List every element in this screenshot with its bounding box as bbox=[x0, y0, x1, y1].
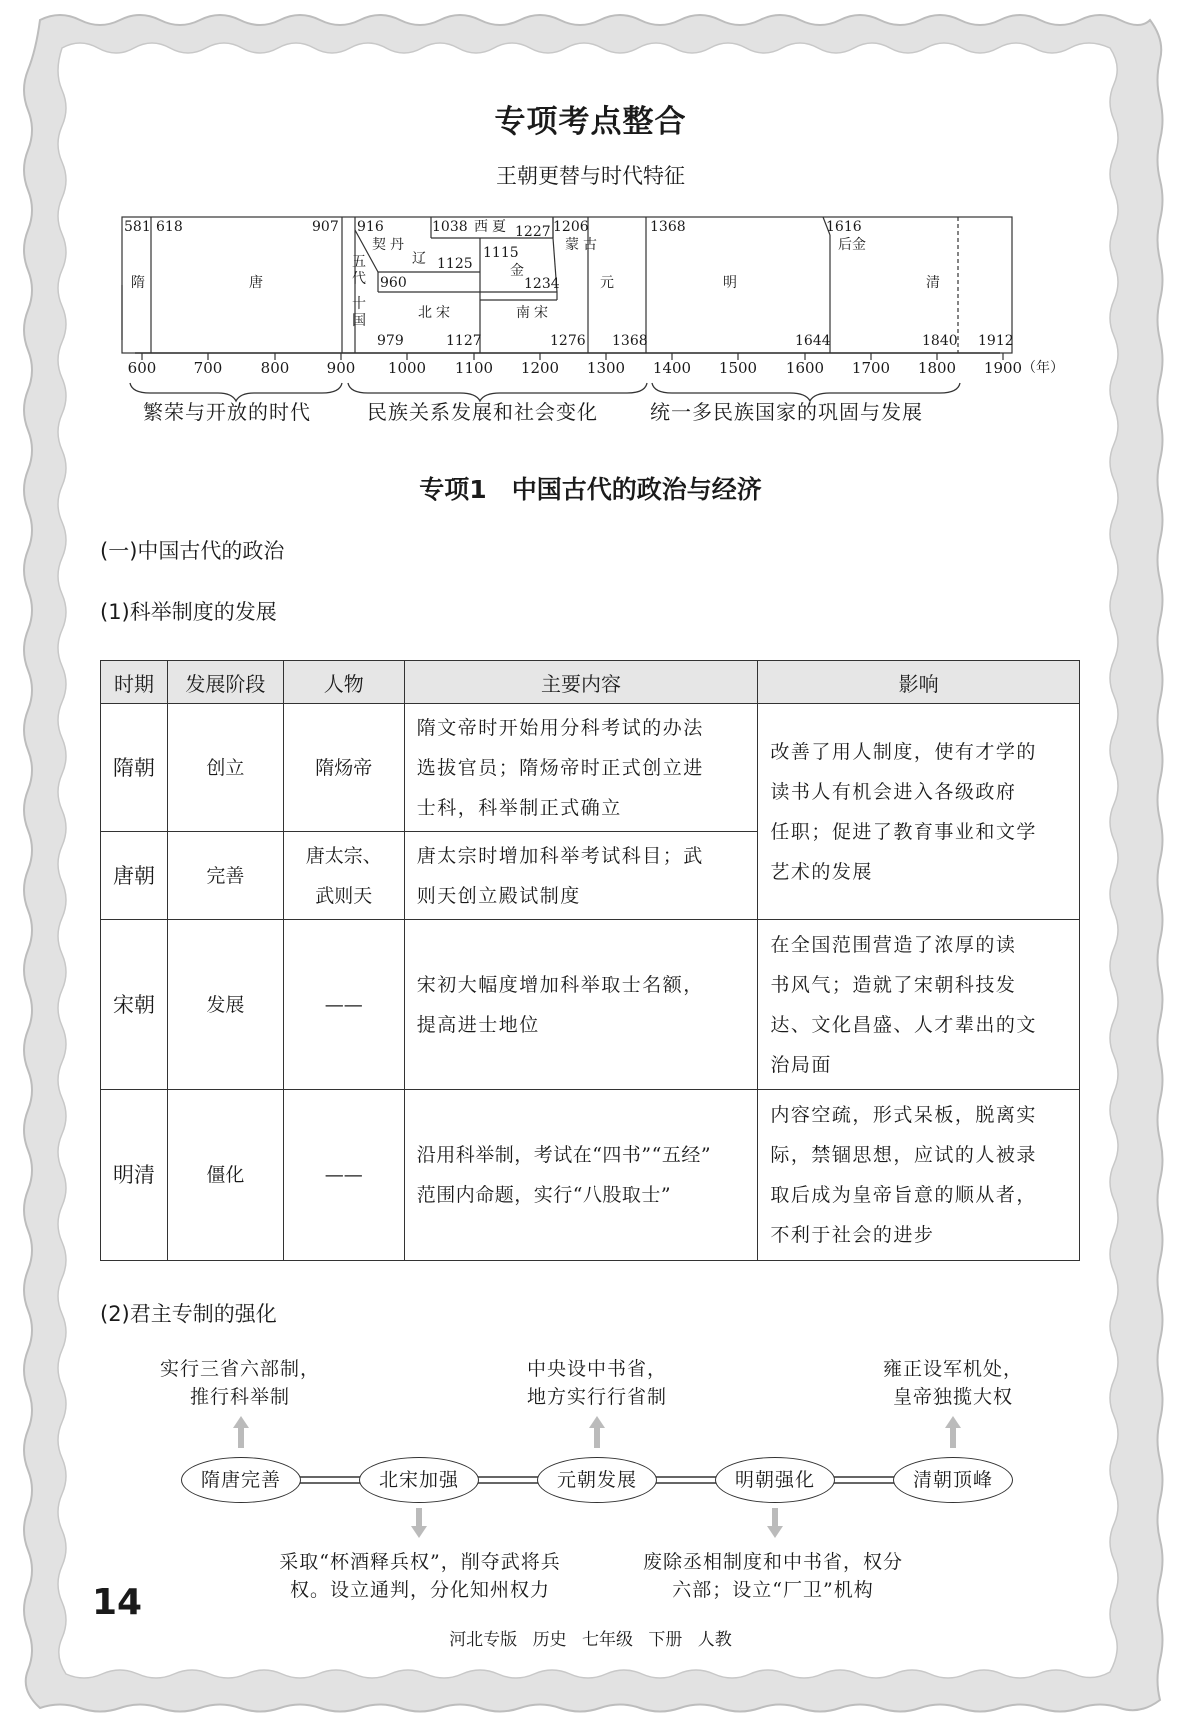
flow-node-yuan: 元朝发展 bbox=[537, 1457, 657, 1503]
timeline-title: 王朝更替与时代特征 bbox=[496, 164, 685, 188]
impact-line: 书风气；造就了宋朝科技发 bbox=[770, 973, 1017, 996]
flow-note-bottom bbox=[250, 1548, 590, 1604]
axis-unit: （年） bbox=[1022, 360, 1064, 376]
year-label: 1616 bbox=[826, 219, 862, 235]
content-line: 隋文帝时开始用分科考试的办法 bbox=[416, 716, 704, 739]
year-label: 1115 bbox=[483, 245, 519, 261]
year-label: 618 bbox=[156, 219, 183, 235]
page-number: 14 bbox=[92, 1582, 143, 1623]
topic-heading: (1)科举制度的发展 bbox=[100, 600, 277, 624]
dynasty-yuan: 元 bbox=[600, 275, 614, 291]
year-label: 1206 bbox=[553, 219, 589, 235]
flow-note-top bbox=[853, 1355, 1053, 1411]
impact-line: 内容空疏，形式呆板，脱离实 bbox=[770, 1104, 1037, 1126]
flow-node-qing: 清朝顶峰 bbox=[893, 1457, 1013, 1503]
content-line: 提高进士地位 bbox=[416, 1013, 540, 1036]
dynasty-shiguo: 十国 bbox=[352, 296, 366, 329]
axis-tick-label: 1100 bbox=[454, 359, 494, 377]
period-cell: 明清 bbox=[101, 1090, 168, 1261]
year-label: 1234 bbox=[524, 276, 560, 292]
period-cell: 宋朝 bbox=[101, 920, 168, 1090]
note-line: 权。设立通判，分化知州权力 bbox=[289, 1579, 550, 1601]
content-line: 选拔官员；隋炀帝时正式创立进 bbox=[416, 756, 704, 779]
table-row bbox=[101, 1090, 1080, 1261]
table-header-row bbox=[101, 661, 1080, 704]
impact-cell bbox=[758, 920, 1080, 1090]
stage-cell: 创立 bbox=[167, 704, 283, 832]
flow-note-top bbox=[140, 1355, 340, 1411]
note-line: 地方实行行省制 bbox=[526, 1386, 667, 1408]
table-row bbox=[101, 704, 1080, 832]
content-line: 范围内命题，实行“八股取士” bbox=[416, 1184, 672, 1206]
person-cell: 隋炀帝 bbox=[283, 704, 404, 832]
year-label: 916 bbox=[357, 219, 384, 235]
axis-tick-label: 1400 bbox=[652, 359, 692, 377]
era-label: 繁荣与开放的时代 bbox=[143, 400, 311, 424]
axis-tick-label: 1700 bbox=[851, 359, 891, 377]
person-cell: —— bbox=[283, 920, 404, 1090]
year-label: 581 bbox=[124, 219, 151, 235]
axis-tick-label: 900 bbox=[326, 359, 356, 377]
topic-heading: (2)君主专制的强化 bbox=[100, 1302, 277, 1326]
header-cell: 主要内容 bbox=[404, 661, 758, 704]
year-label: 1276 bbox=[550, 333, 586, 349]
header-cell: 影响 bbox=[758, 661, 1080, 704]
stage-cell: 完善 bbox=[167, 832, 283, 920]
year-label: 1912 bbox=[978, 333, 1014, 349]
axis-tick-label: 800 bbox=[260, 359, 290, 377]
page-footer: 河北专版 历史 七年级 下册 人教 bbox=[449, 1630, 732, 1650]
axis-tick-label: 1800 bbox=[917, 359, 957, 377]
note-line: 废除丞相制度和中书省，权分 bbox=[642, 1551, 903, 1573]
period-cell: 隋朝 bbox=[101, 704, 168, 832]
stage-cell: 僵化 bbox=[167, 1090, 283, 1261]
axis-tick-label: 1300 bbox=[586, 359, 626, 377]
note-line: 采取“杯酒释兵权”，削夺武将兵 bbox=[279, 1551, 561, 1573]
dynasty-qing: 清 bbox=[926, 275, 940, 291]
axis-tick-label: 1200 bbox=[520, 359, 560, 377]
year-label: 1125 bbox=[437, 256, 473, 272]
dynasty-liao: 辽 bbox=[412, 251, 426, 267]
year-label: 979 bbox=[377, 333, 404, 349]
year-label: 1368 bbox=[650, 219, 686, 235]
impact-line: 取后成为皇帝旨意的顺从者， bbox=[770, 1184, 1037, 1206]
section-title: 专项1 中国古代的政治与经济 bbox=[419, 475, 762, 504]
dynasty-beisong: 北宋 bbox=[418, 305, 454, 321]
content-cell bbox=[404, 704, 758, 832]
year-label: 960 bbox=[380, 275, 407, 291]
dynasty-xixia: 西夏 bbox=[474, 219, 510, 235]
impact-line: 际，禁锢思想，应试的人被录 bbox=[770, 1144, 1037, 1166]
dynasty-wudai: 五代 bbox=[352, 254, 366, 287]
dynasty-qidan: 契丹 bbox=[372, 237, 408, 253]
content-cell bbox=[404, 1090, 758, 1261]
impact-line: 改善了用人制度，使有才学的 bbox=[770, 740, 1037, 763]
content-cell bbox=[404, 920, 758, 1090]
dynasty-sui: 隋 bbox=[131, 275, 145, 291]
content-line: 士科，科举制正式确立 bbox=[416, 796, 622, 819]
impact-cell bbox=[758, 704, 1080, 920]
year-label: 1127 bbox=[446, 333, 482, 349]
person-cell: —— bbox=[283, 1090, 404, 1261]
content-cell bbox=[404, 832, 758, 920]
part-heading: (一)中国古代的政治 bbox=[100, 539, 285, 563]
content-line: 沿用科举制，考试在“四书”“五经” bbox=[416, 1144, 712, 1166]
note-line: 实行三省六部制， bbox=[159, 1358, 320, 1380]
year-label: 1840 bbox=[922, 333, 958, 349]
axis-tick-label: 1500 bbox=[718, 359, 758, 377]
content-line: 宋初大幅度增加科举取士名额， bbox=[416, 973, 704, 996]
impact-cell bbox=[758, 1090, 1080, 1261]
note-line: 六部；设立“厂卫”机构 bbox=[672, 1579, 874, 1601]
year-label: 1227 bbox=[515, 224, 551, 240]
note-line: 推行科举制 bbox=[189, 1386, 290, 1408]
axis-tick-label: 1600 bbox=[785, 359, 825, 377]
flow-note-top bbox=[497, 1355, 697, 1411]
impact-line: 达、文化昌盛、人才辈出的文 bbox=[770, 1013, 1037, 1036]
stage-cell: 发展 bbox=[167, 920, 283, 1090]
note-line: 中央设中书省， bbox=[526, 1358, 667, 1380]
year-label: 907 bbox=[312, 219, 339, 235]
impact-line: 在全国范围营造了浓厚的读 bbox=[770, 933, 1017, 956]
flow-note-bottom bbox=[608, 1548, 938, 1604]
impact-line: 不利于社会的进步 bbox=[770, 1224, 935, 1246]
era-label: 民族关系发展和社会变化 bbox=[367, 400, 598, 424]
axis-tick-label: 700 bbox=[193, 359, 223, 377]
person-line: 武则天 bbox=[315, 884, 373, 907]
impact-line: 读书人有机会进入各级政府 bbox=[770, 780, 1017, 803]
header-cell: 时期 bbox=[101, 661, 168, 704]
year-label: 1368 bbox=[612, 333, 648, 349]
dynasty-menggu: 蒙古 bbox=[565, 237, 601, 253]
dynasty-timeline-lines bbox=[0, 0, 1181, 420]
note-line: 雍正设军机处， bbox=[882, 1358, 1023, 1380]
dynasty-ming: 明 bbox=[723, 275, 737, 291]
year-label: 1644 bbox=[795, 333, 831, 349]
axis-tick-label: 600 bbox=[127, 359, 157, 377]
impact-line: 治局面 bbox=[770, 1053, 832, 1076]
note-line: 皇帝独揽大权 bbox=[892, 1386, 1013, 1408]
dynasty-jin: 金 bbox=[510, 263, 524, 279]
page-title: 专项考点整合 bbox=[494, 104, 687, 140]
table-row bbox=[101, 920, 1080, 1090]
impact-line: 任职；促进了教育事业和文学 bbox=[770, 820, 1037, 843]
dynasty-houjin: 后金 bbox=[838, 237, 866, 253]
era-label: 统一多民族国家的巩固与发展 bbox=[650, 400, 923, 424]
keju-table bbox=[100, 660, 1080, 1261]
header-cell: 人物 bbox=[283, 661, 404, 704]
year-label: 1038 bbox=[432, 219, 468, 235]
person-line: 唐太宗、 bbox=[305, 844, 382, 867]
person-cell bbox=[283, 832, 404, 920]
flow-node-ming: 明朝强化 bbox=[715, 1457, 835, 1503]
flow-node-sui-tang: 隋唐完善 bbox=[181, 1457, 301, 1503]
flow-node-bei-song: 北宋加强 bbox=[359, 1457, 479, 1503]
axis-tick-label: 1000 bbox=[387, 359, 427, 377]
period-cell: 唐朝 bbox=[101, 832, 168, 920]
dynasty-tang: 唐 bbox=[249, 275, 263, 291]
header-cell: 发展阶段 bbox=[167, 661, 283, 704]
content-line: 唐太宗时增加科举考试科目；武 bbox=[416, 844, 704, 867]
dynasty-nansong: 南宋 bbox=[516, 305, 552, 321]
axis-tick-label: 1900 bbox=[983, 359, 1023, 377]
impact-line: 艺术的发展 bbox=[770, 860, 873, 883]
content-line: 则天创立殿试制度 bbox=[416, 884, 581, 907]
